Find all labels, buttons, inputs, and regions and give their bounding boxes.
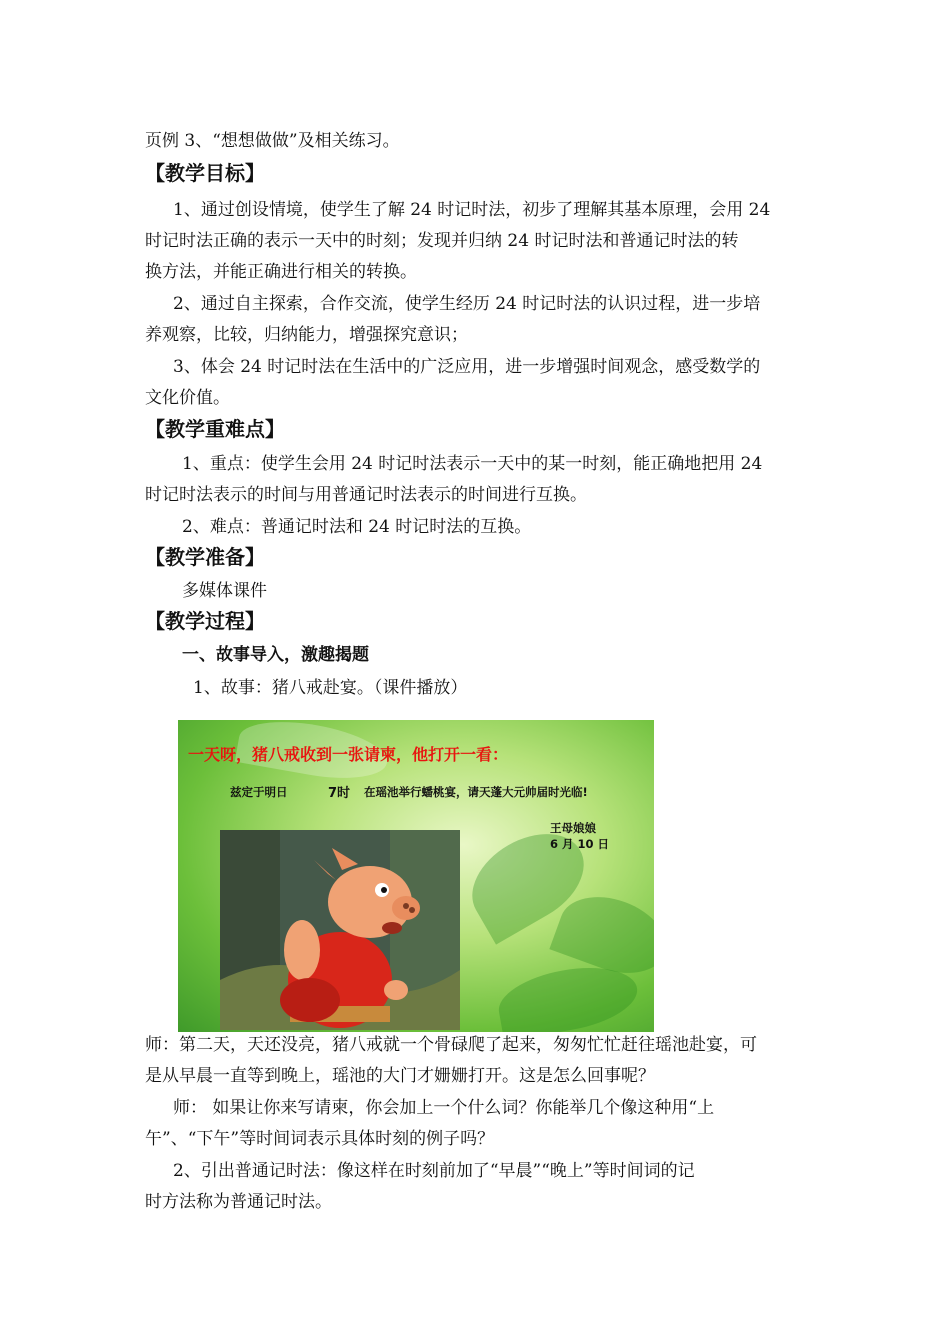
subsection-heading: 一、故事导入，激趣揭题: [182, 645, 369, 665]
text-line: 师：第二天，天还没亮，猪八戒就一个骨碌爬了起来，匆匆忙忙赶往瑶池赴宴，可: [145, 1035, 757, 1055]
pigsy-illustration: [220, 830, 460, 1030]
text-line: 1、重点：使学生会用 24 时记时法表示一天中的某一时刻，能正确地把用 24: [182, 454, 763, 474]
text-line: 换方法，并能正确进行相关的转换。: [145, 262, 417, 282]
invitation-text: 在瑶池举行蟠桃宴，请天蓬大元帅届时光临!: [364, 785, 588, 799]
text-line: 是从早晨一直等到晚上，瑶池的大门才姗姗打开。这是怎么回事呢？: [145, 1066, 655, 1086]
text-line: 页例 3、“想想做做”及相关练习。: [145, 131, 400, 151]
text-line: 午”、“下午”等时间词表示具体时刻的例子吗？: [145, 1129, 495, 1149]
invitation-text: 兹定于明日: [230, 785, 288, 799]
text-line: 时记时法正确的表示一天中的时刻；发现并归纳 24 时记时法和普通记时法的转: [145, 231, 739, 251]
pigsy-cartoon-scene: [220, 830, 460, 1030]
text-line: 2、引出普通记时法：像这样在时刻前加了“早晨”“晚上”等时间词的记: [173, 1161, 695, 1181]
text-line: 时记时法表示的时间与用普通记时法表示的时间进行互换。: [145, 485, 587, 505]
section-heading-key-points: 【教学重难点】: [145, 417, 285, 441]
text-line: 2、通过自主探索，合作交流，使学生经历 24 时记时法的认识过程，进一步培: [173, 294, 761, 314]
story-slide-image: [178, 720, 654, 1032]
text-line: 3、体会 24 时记时法在生活中的广泛应用，进一步增强时间观念，感受数学的: [173, 357, 761, 377]
text-line: 师： 如果让你来写请柬，你会加上一个什么词？你能举几个像这种用“上: [173, 1098, 715, 1118]
text-line: 时方法称为普通记时法。: [145, 1192, 332, 1212]
text-line: 1、故事：猪八戒赴宴。（课件播放）: [193, 678, 468, 698]
text-line: 养观察，比较，归纳能力，增强探究意识；: [145, 325, 468, 345]
invitation-signature: 王母娘娘: [550, 821, 596, 835]
invitation-date: 6 月 10 日: [550, 837, 610, 851]
section-heading-goals: 【教学目标】: [145, 161, 265, 185]
slide-title: 一天呀，猪八戒收到一张请柬，他打开一看：: [188, 745, 509, 764]
text-line: 2、难点：普通记时法和 24 时记时法的互换。: [182, 517, 532, 537]
text-line: 文化价值。: [145, 388, 230, 408]
section-heading-process: 【教学过程】: [145, 609, 265, 633]
section-heading-preparation: 【教学准备】: [145, 545, 265, 569]
text-line: 多媒体课件: [182, 581, 267, 601]
text-line: 1、通过创设情境，使学生了解 24 时记时法，初步了理解其基本原理，会用 24: [173, 200, 771, 220]
invitation-time: 7时: [328, 786, 351, 801]
